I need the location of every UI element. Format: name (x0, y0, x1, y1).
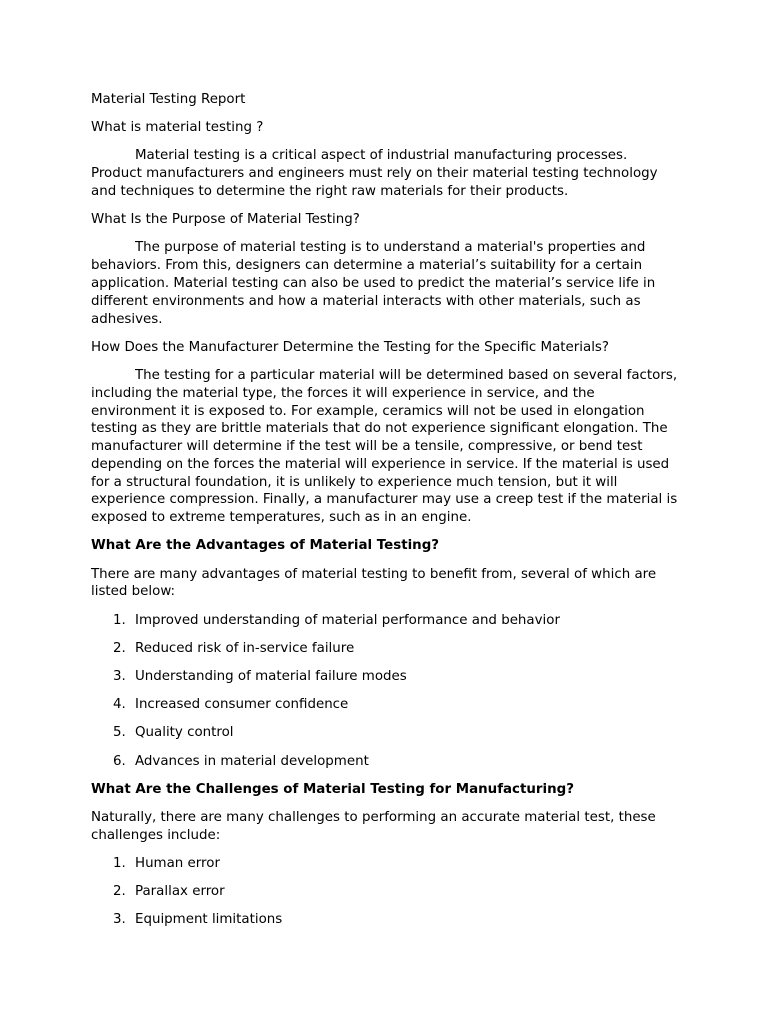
advantages-list (91, 612, 681, 771)
list-item-number: 2. (113, 640, 126, 656)
list-item-text: Advances in material development (135, 753, 369, 769)
list-item-number: 3. (113, 669, 126, 685)
paragraph-challenges-intro: Naturally, there are many challenges to performing an accurate material test, these challenges include: (91, 809, 656, 843)
list-item-text: Increased consumer confidence (135, 697, 349, 713)
list-item (91, 753, 681, 771)
question-purpose: What Is the Purpose of Material Testing? (91, 212, 360, 228)
challenges-list (91, 855, 681, 929)
list-item (91, 855, 681, 873)
paragraph-definition: Material testing is a critical aspect of industrial manufacturing processes. Product manufacturers and engineers must rely on their material testing technology and techniques to determine the right raw materials for their products. (91, 148, 658, 199)
paragraph-advantages-intro: There are many advantages of material testing to benefit from, several of which are listed below: (91, 566, 657, 600)
list-item-number: 2. (113, 884, 126, 900)
list-item-text: Parallax error (135, 884, 225, 900)
paragraph-how-determined: The testing for a particular material will be determined based on several factors, including the material type, the forces it will experience in service, and the environment it is exposed to. For example, ceramics will not be used in elongation testing as they are brittle materials that do not experience significant elongation. The manufacturer will determine if the test will be a tensile, compressive, or bend test depending on the forces the material will experience in service. If the material is used for a structural foundation, it is unlikely to experience much tension, but it will experience compression. Finally, a manufacturer may use a creep test if the material is exposed to extreme temperatures, such as in an engine. (91, 367, 678, 526)
list-item (91, 911, 681, 929)
list-item-text: Understanding of material failure modes (135, 669, 407, 685)
list-item-number: 1. (113, 855, 126, 871)
list-item-text: Improved understanding of material performance and behavior (135, 612, 560, 628)
list-item-text: Equipment limitations (135, 912, 283, 928)
question-what-is-material-testing: What is material testing ? (91, 120, 264, 136)
document-title: Material Testing Report (91, 92, 246, 107)
list-item-number: 6. (113, 753, 126, 769)
list-item-number: 3. (113, 912, 126, 928)
heading-challenges: What Are the Challenges of Material Testing for Manufacturing? (91, 781, 575, 797)
list-item-number: 1. (113, 612, 126, 628)
document-page (91, 91, 681, 940)
list-item-number: 5. (113, 725, 126, 741)
list-item-text: Reduced risk of in-service failure (135, 640, 355, 656)
list-item (91, 612, 681, 630)
list-item-text: Human error (135, 855, 220, 871)
heading-advantages: What Are the Advantages of Material Testing? (91, 538, 440, 554)
list-item-number: 4. (113, 697, 126, 713)
list-item (91, 668, 681, 686)
paragraph-purpose: The purpose of material testing is to understand a material's properties and behaviors. From this, designers can determine a material’s suitability for a certain application. Material testing can also be used to predict the material’s service life in different environments and how a material interacts with other materials, such as adhesives. (91, 240, 656, 327)
list-item (91, 883, 681, 901)
list-item (91, 724, 681, 742)
list-item-text: Quality control (135, 725, 234, 741)
list-item (91, 696, 681, 714)
list-item (91, 640, 681, 658)
question-how-determined: How Does the Manufacturer Determine the Testing for the Specific Materials? (91, 339, 610, 355)
